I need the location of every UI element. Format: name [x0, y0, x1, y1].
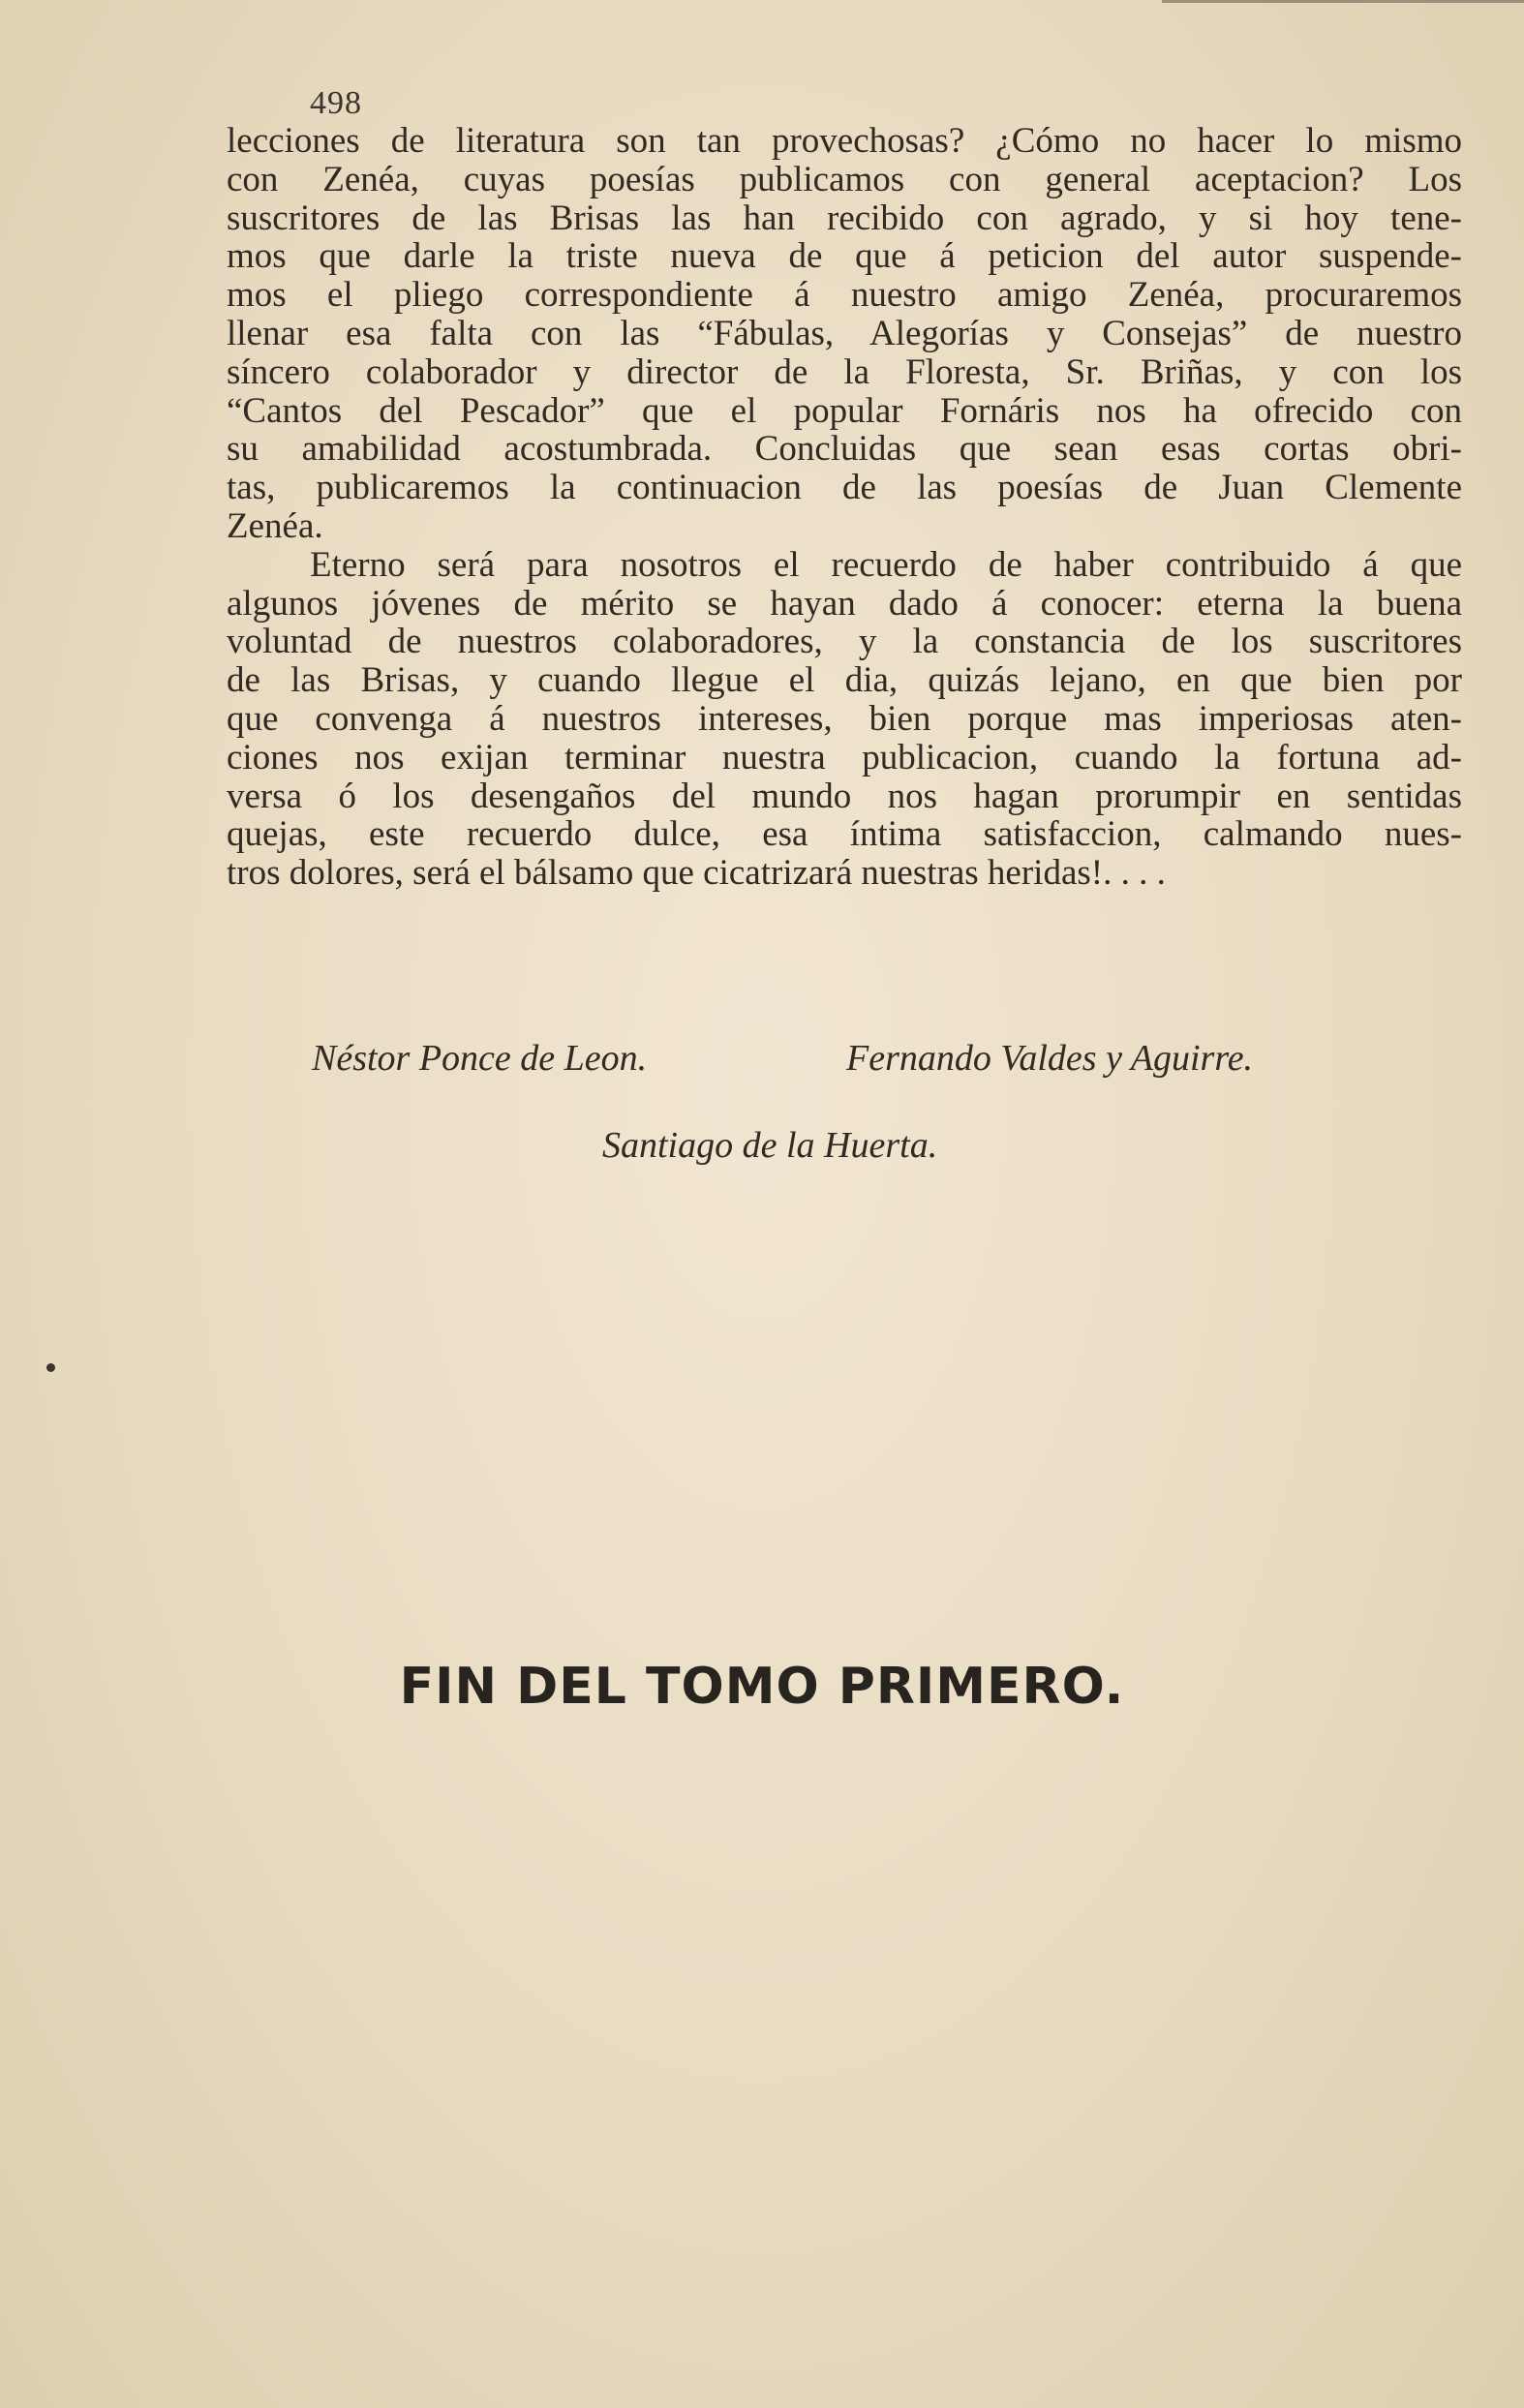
text-line: su amabilidad acostumbrada. Concluidas que sean esas cortas obri-: [227, 429, 1462, 470]
text-line: tros dolores, será el bálsamo que cicatrizará nuestras heridas!. . . .: [227, 853, 1166, 894]
text-line: “Cantos del Pescador” que el popular Fornáris nos ha ofrecido con: [227, 390, 1462, 431]
text-line: mos que darle la triste nueva de que á peticion del autor suspende-: [227, 236, 1462, 277]
text-line: con Zenéa, cuyas poesías publicamos con general aceptacion? Los: [227, 159, 1462, 199]
text-line: suscritores de las Brisas las han recibido con agrado, y si hoy tene-: [227, 198, 1462, 238]
text-line: quejas, este recuerdo dulce, esa íntima satisfaccion, calmando nues-: [227, 814, 1462, 855]
paragraph-1: [227, 122, 1462, 546]
text-line: que convenga á nuestros intereses, bien porque mas imperiosas aten-: [227, 698, 1462, 739]
text-line: voluntad de nuestros colaboradores, y la constancia de los suscritores: [227, 622, 1462, 662]
text-line: tas, publicaremos la continuacion de las poesías de Juan Clemente: [227, 468, 1462, 508]
signature-ponce-de-leon: Néstor Ponce de Leon.: [312, 1038, 648, 1079]
text-line: ciones nos exijan terminar nuestra publicacion, cuando la fortuna ad-: [227, 737, 1462, 777]
paragraph-2: [227, 546, 1462, 893]
page-top-edge: [1162, 0, 1524, 3]
signature-valdes-y-aguirre: Fernando Valdes y Aguirre.: [846, 1038, 1254, 1079]
text-line: lecciones de literatura son tan provechosas? ¿Cómo no hacer lo mismo: [227, 121, 1462, 161]
end-of-volume-title: FIN DEL TOMO PRIMERO.: [399, 1658, 1125, 1716]
text-line: versa ó los desengaños del mundo nos hagan prorumpir en sentidas: [227, 776, 1462, 816]
body-text: [227, 122, 1462, 893]
signature-de-la-huerta: Santiago de la Huerta.: [602, 1125, 938, 1166]
text-line: Eterno será para nosotros el recuerdo de haber contribuido á que: [310, 544, 1462, 585]
text-line: mos el pliego correspondiente á nuestro amigo Zenéa, procuraremos: [227, 275, 1462, 316]
text-line: Zenéa.: [227, 505, 323, 546]
text-line: de las Brisas, y cuando llegue el dia, quizás lejano, en que bien por: [227, 660, 1462, 701]
page-number: 498: [310, 85, 362, 121]
text-line: algunos jóvenes de mérito se hayan dado á conocer: eterna la buena: [227, 583, 1462, 624]
text-line: síncero colaborador y director de la Floresta, Sr. Briñas, y con los: [227, 351, 1462, 392]
ink-speck: [46, 1363, 55, 1372]
text-line: llenar esa falta con las “Fábulas, Alegorías y Consejas” de nuestro: [227, 313, 1462, 353]
